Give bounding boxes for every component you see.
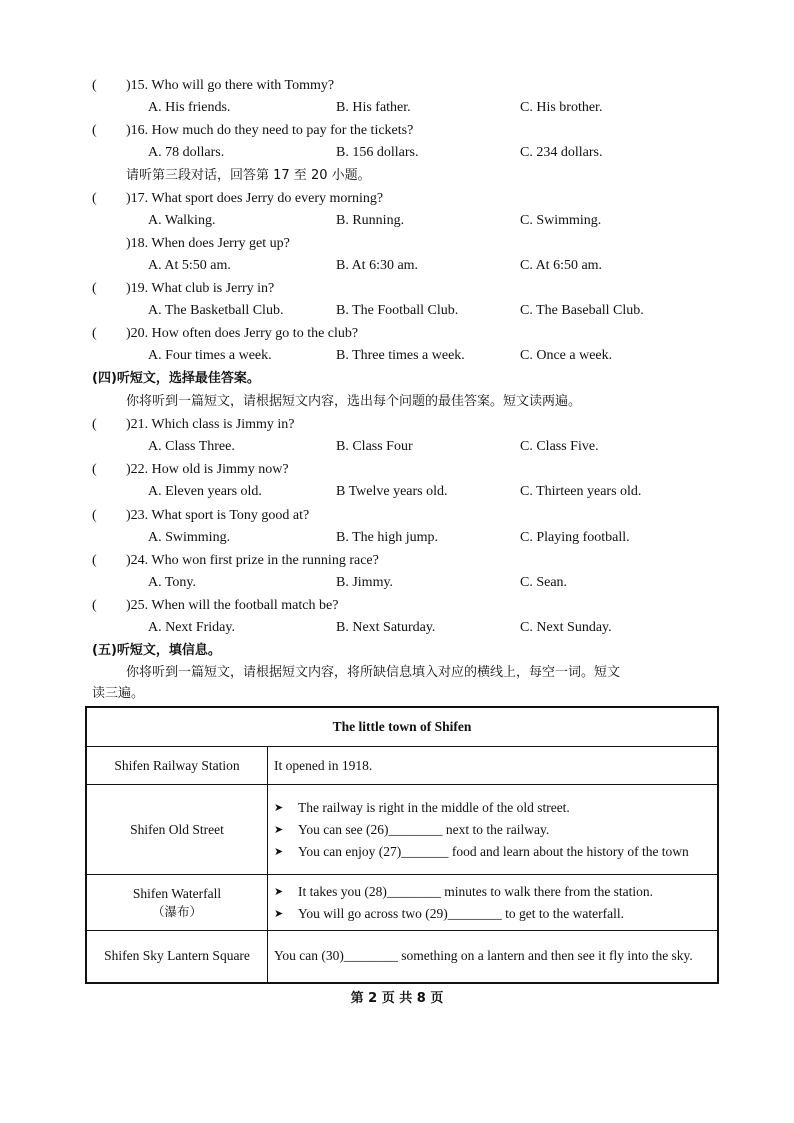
option-b: B. 156 dollars. — [336, 145, 419, 160]
question-25: ( )25. When will the football match be? — [92, 598, 339, 613]
question-15: ( )15. Who will go there with Tommy? — [92, 76, 334, 96]
question-number: 15. — [130, 78, 149, 93]
row-content — [268, 875, 719, 931]
section-5-heading: (五)听短文，填信息。 — [92, 643, 221, 658]
question-17: ( )17. What sport does Jerry do every morning? — [92, 191, 384, 206]
instruction-dialogue-3: 请听第三段对话，回答第 17 至 20 小题。 — [126, 168, 371, 183]
question-19: ( )19. What club is Jerry in? — [92, 281, 275, 296]
option-b: B. His father. — [336, 100, 411, 115]
options-19 — [0, 301, 794, 321]
table-row — [86, 747, 718, 785]
options-25 — [0, 618, 794, 638]
row-label: Shifen Sky Lantern Square — [86, 931, 268, 983]
option-c: C. Once a week. — [520, 348, 613, 363]
bullet-line: ➤ You can see (26)________ next to the railway. — [274, 819, 711, 841]
question-23: ( )23. What sport is Tony good at? — [92, 508, 310, 523]
bullet-line: ➤ You will go across two (29)________ to get to the waterfall. — [274, 903, 711, 925]
option-b: B. The Football Club. — [336, 303, 459, 318]
bullet-line: ➤ You can enjoy (27)_______ food and learn about the history of the town — [274, 841, 711, 863]
arrow-bullet-icon: ➤ — [274, 907, 284, 920]
bullet-line: ➤ The railway is right in the middle of the old street. — [274, 797, 711, 819]
option-c: C. His brother. — [520, 100, 603, 115]
option-a: A. Four times a week. — [148, 348, 272, 363]
options-22 — [0, 482, 794, 502]
arrow-bullet-icon: ➤ — [274, 845, 284, 858]
row-content: It opened in 1918. — [268, 747, 719, 785]
bullet-line: ➤ It takes you (28)________ minutes to walk there from the station. — [274, 881, 711, 903]
option-c: C. Playing football. — [520, 530, 630, 545]
table-title: The little town of Shifen — [86, 707, 718, 747]
option-c: C. Swimming. — [520, 213, 602, 228]
option-c: C. The Baseball Club. — [520, 303, 644, 318]
options-20 — [0, 346, 794, 366]
option-b: B. Three times a week. — [336, 348, 465, 363]
shifen-info-table — [85, 706, 719, 984]
question-21: ( )21. Which class is Jimmy in? — [92, 417, 295, 432]
option-a: A. Swimming. — [148, 530, 231, 545]
options-15 — [0, 98, 794, 118]
options-17 — [0, 211, 794, 231]
option-a: A. His friends. — [148, 100, 231, 115]
table-title-row — [86, 707, 718, 747]
option-a: A. Tony. — [148, 575, 197, 590]
question-16: ( )16. How much do they need to pay for the tickets? — [92, 123, 414, 138]
section-5-instruction-line-1: 你将听到一篇短文，请根据短文内容，将所缺信息填入对应的横线上，每空一词。短文 — [126, 665, 621, 680]
question-18: )18. When does Jerry get up? — [126, 236, 290, 251]
option-b: B. At 6:30 am. — [336, 258, 419, 273]
arrow-bullet-icon: ➤ — [274, 885, 284, 898]
options-23 — [0, 528, 794, 548]
arrow-bullet-icon: ➤ — [274, 801, 284, 814]
question-24: ( )24. Who won first prize in the running race? — [92, 553, 379, 568]
option-c: C. At 6:50 am. — [520, 258, 603, 273]
section-5-instruction-line-2: 读三遍。 — [92, 686, 145, 701]
page-footer: 第 2 页 共 8 页 — [350, 991, 444, 1006]
row-content: You can (30)________ something on a lantern and then see it fly into the sky. — [268, 931, 719, 983]
option-b: B. Class Four — [336, 439, 413, 454]
option-c: C. Sean. — [520, 575, 568, 590]
table-row — [86, 875, 718, 931]
option-a: A. Next Friday. — [148, 620, 235, 635]
row-content — [268, 785, 719, 875]
option-b: B. Jimmy. — [336, 575, 394, 590]
option-a: A. Walking. — [148, 213, 216, 228]
options-24 — [0, 573, 794, 593]
section-4-instruction: 你将听到一篇短文，请根据短文内容，选出每个问题的最佳答案。短文读两遍。 — [126, 394, 582, 409]
answer-paren-open: ( — [92, 78, 97, 93]
option-a: A. At 5:50 am. — [148, 258, 231, 273]
question-text: Who will go there with Tommy? — [151, 78, 335, 93]
option-c: C. Next Sunday. — [520, 620, 612, 635]
option-a: A. The Basketball Club. — [148, 303, 284, 318]
row-label: Shifen Railway Station — [86, 747, 268, 785]
option-b: B. Next Saturday. — [336, 620, 436, 635]
options-21 — [0, 437, 794, 457]
table-row — [86, 785, 718, 875]
question-22: ( )22. How old is Jimmy now? — [92, 462, 289, 477]
option-a: A. Eleven years old. — [148, 484, 262, 499]
row-label: Shifen Waterfall （瀑布） — [86, 875, 268, 931]
arrow-bullet-icon: ➤ — [274, 823, 284, 836]
option-a: A. 78 dollars. — [148, 145, 225, 160]
option-c: C. Thirteen years old. — [520, 484, 642, 499]
option-b: B. The high jump. — [336, 530, 439, 545]
table-row — [86, 931, 718, 983]
options-16 — [0, 143, 794, 163]
question-20: ( )20. How often does Jerry go to the club? — [92, 326, 359, 341]
option-a: A. Class Three. — [148, 439, 235, 454]
option-b: B Twelve years old. — [336, 484, 448, 499]
section-4-heading: (四)听短文，选择最佳答案。 — [92, 371, 260, 386]
option-c: C. 234 dollars. — [520, 145, 603, 160]
row-label: Shifen Old Street — [86, 785, 268, 875]
option-c: C. Class Five. — [520, 439, 599, 454]
options-18 — [0, 256, 794, 276]
option-b: B. Running. — [336, 213, 405, 228]
